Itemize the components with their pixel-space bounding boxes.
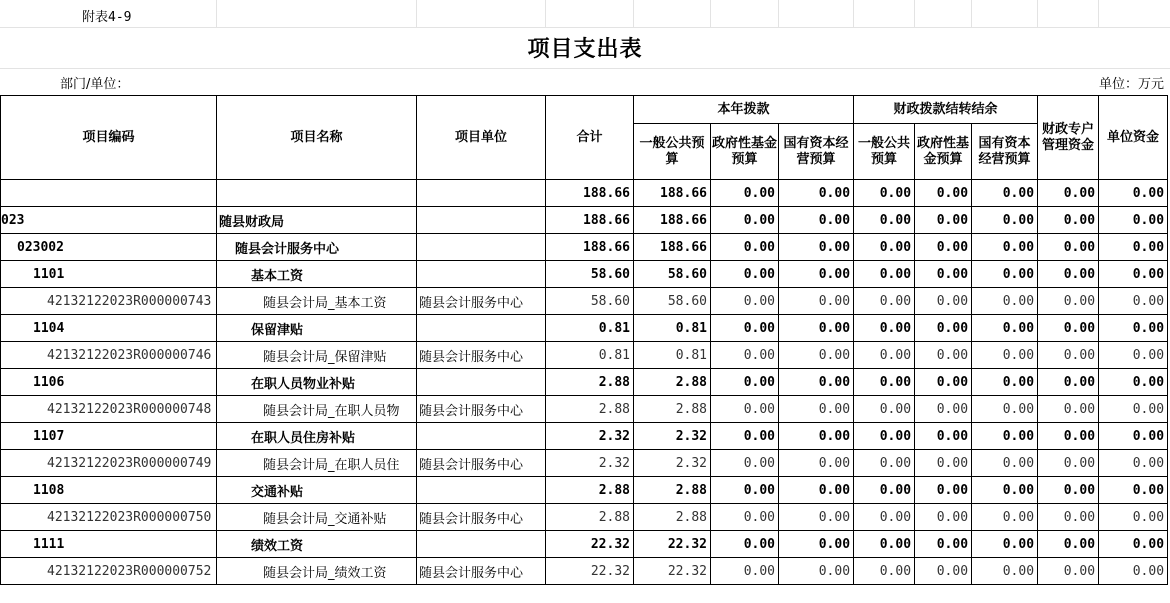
cell-amount[interactable]: 0.00 bbox=[1038, 477, 1099, 504]
cell-amount[interactable]: 0.00 bbox=[711, 504, 779, 531]
page-title: 项目支出表 bbox=[527, 37, 643, 62]
cell-name[interactable]: 随县会计局_保留津贴 bbox=[217, 342, 417, 369]
cell-amount[interactable]: 0.00 bbox=[1099, 180, 1168, 207]
cell-code[interactable]: 1107 bbox=[1, 423, 217, 450]
cell-unit[interactable] bbox=[417, 180, 546, 207]
table-row bbox=[1, 531, 1168, 558]
header-carry-general-budget: 一般公共预算 bbox=[854, 124, 915, 180]
table-row bbox=[1, 180, 1168, 207]
cell-name[interactable] bbox=[217, 180, 417, 207]
table-row bbox=[1, 315, 1168, 342]
cell-code[interactable]: 42132122023R000000748 bbox=[1, 396, 217, 423]
cell-amount[interactable]: 0.00 bbox=[1099, 531, 1168, 558]
cell-unit[interactable] bbox=[417, 261, 546, 288]
cell-amount[interactable]: 0.00 bbox=[711, 477, 779, 504]
cell-code[interactable]: 1106 bbox=[1, 369, 217, 396]
unit-label: 单位：万元 bbox=[1098, 77, 1164, 92]
cell-amount[interactable]: 58.60 bbox=[634, 288, 711, 315]
cell-name[interactable]: 基本工资 bbox=[217, 261, 417, 288]
cell-name[interactable]: 随县财政局 bbox=[217, 207, 417, 234]
cell-amount[interactable]: 188.66 bbox=[546, 180, 634, 207]
cell-amount[interactable]: 0.00 bbox=[1099, 558, 1168, 585]
cell-amount[interactable]: 0.00 bbox=[972, 504, 1038, 531]
cell-amount[interactable]: 0.00 bbox=[1099, 450, 1168, 477]
table-row bbox=[1, 423, 1168, 450]
cell-amount[interactable]: 0.00 bbox=[854, 504, 915, 531]
cell-name[interactable]: 随县会计局_在职人员住 bbox=[217, 450, 417, 477]
cell-amount[interactable]: 0.00 bbox=[1099, 369, 1168, 396]
cell-amount[interactable]: 0.00 bbox=[1038, 504, 1099, 531]
cell-amount[interactable]: 0.00 bbox=[915, 504, 972, 531]
table-row bbox=[1, 504, 1168, 531]
cell-amount[interactable]: 0.00 bbox=[1099, 207, 1168, 234]
cell-amount[interactable]: 58.60 bbox=[634, 261, 711, 288]
header-name: 项目名称 bbox=[217, 96, 417, 180]
cell-amount[interactable]: 0.00 bbox=[972, 234, 1038, 261]
cell-unit[interactable] bbox=[417, 423, 546, 450]
header-group-carryover: 财政拨款结转结余 bbox=[854, 96, 1038, 124]
cell-amount[interactable]: 0.00 bbox=[915, 531, 972, 558]
header-special-account: 财政专户管理资金 bbox=[1038, 96, 1099, 180]
cell-amount[interactable]: 0.00 bbox=[779, 558, 854, 585]
cell-amount[interactable]: 2.32 bbox=[634, 423, 711, 450]
cell-amount[interactable]: 0.00 bbox=[915, 477, 972, 504]
cell-unit[interactable] bbox=[417, 234, 546, 261]
cell-amount[interactable]: 0.00 bbox=[711, 396, 779, 423]
cell-amount[interactable]: 0.00 bbox=[972, 261, 1038, 288]
cell-amount[interactable]: 0.00 bbox=[779, 423, 854, 450]
cell-amount[interactable]: 0.00 bbox=[711, 369, 779, 396]
cell-amount[interactable]: 0.00 bbox=[779, 234, 854, 261]
table-row bbox=[1, 396, 1168, 423]
cell-amount[interactable]: 188.66 bbox=[634, 234, 711, 261]
header-total: 合计 bbox=[546, 96, 634, 180]
cell-amount[interactable]: 188.66 bbox=[634, 180, 711, 207]
cell-amount[interactable]: 0.00 bbox=[779, 207, 854, 234]
cell-amount[interactable]: 0.00 bbox=[1038, 315, 1099, 342]
cell-amount[interactable]: 0.00 bbox=[779, 396, 854, 423]
cell-amount[interactable]: 0.00 bbox=[1038, 180, 1099, 207]
cell-name[interactable]: 绩效工资 bbox=[217, 531, 417, 558]
cell-code[interactable]: 1111 bbox=[1, 531, 217, 558]
cell-amount[interactable]: 0.00 bbox=[972, 558, 1038, 585]
cell-amount[interactable]: 0.00 bbox=[972, 180, 1038, 207]
table-row bbox=[1, 207, 1168, 234]
cell-amount[interactable]: 2.88 bbox=[546, 369, 634, 396]
department-label: 部门/单位： bbox=[60, 77, 130, 92]
cell-amount[interactable]: 0.00 bbox=[854, 234, 915, 261]
cell-unit[interactable]: 随县会计服务中心 bbox=[417, 450, 546, 477]
cell-amount[interactable]: 0.00 bbox=[711, 288, 779, 315]
cell-amount[interactable]: 0.00 bbox=[1038, 288, 1099, 315]
cell-amount[interactable]: 0.00 bbox=[972, 207, 1038, 234]
cell-amount[interactable]: 0.00 bbox=[711, 342, 779, 369]
cell-amount[interactable]: 0.00 bbox=[779, 531, 854, 558]
cell-unit[interactable]: 随县会计服务中心 bbox=[417, 558, 546, 585]
cell-amount[interactable]: 22.32 bbox=[634, 558, 711, 585]
cell-amount[interactable]: 2.88 bbox=[634, 504, 711, 531]
cell-amount[interactable]: 2.88 bbox=[634, 396, 711, 423]
cell-amount[interactable]: 0.00 bbox=[1038, 207, 1099, 234]
cell-unit[interactable] bbox=[417, 315, 546, 342]
table-row bbox=[1, 234, 1168, 261]
table-row bbox=[1, 477, 1168, 504]
cell-amount[interactable]: 0.00 bbox=[1038, 369, 1099, 396]
cell-amount[interactable]: 0.00 bbox=[915, 558, 972, 585]
cell-amount[interactable]: 0.00 bbox=[779, 288, 854, 315]
cell-amount[interactable]: 0.00 bbox=[711, 450, 779, 477]
cell-amount[interactable]: 0.00 bbox=[1038, 423, 1099, 450]
cell-amount[interactable]: 0.00 bbox=[1038, 261, 1099, 288]
cell-code[interactable]: 42132122023R000000750 bbox=[1, 504, 217, 531]
cell-amount[interactable]: 0.00 bbox=[854, 423, 915, 450]
cell-unit[interactable]: 随县会计服务中心 bbox=[417, 504, 546, 531]
cell-code[interactable]: 023002 bbox=[1, 234, 217, 261]
cell-amount[interactable]: 0.00 bbox=[972, 450, 1038, 477]
cell-amount[interactable]: 0.00 bbox=[915, 207, 972, 234]
cell-amount[interactable]: 0.00 bbox=[915, 369, 972, 396]
cell-amount[interactable]: 0.00 bbox=[915, 342, 972, 369]
cell-amount[interactable]: 2.32 bbox=[634, 450, 711, 477]
header-carry-gov-fund-budget: 政府性基金预算 bbox=[915, 124, 972, 180]
cell-amount[interactable]: 0.00 bbox=[711, 423, 779, 450]
header-general-budget: 一般公共预算 bbox=[634, 124, 711, 180]
cell-name[interactable]: 随县会计服务中心 bbox=[217, 234, 417, 261]
cell-name[interactable]: 随县会计局_绩效工资 bbox=[217, 558, 417, 585]
cell-amount[interactable]: 0.00 bbox=[972, 477, 1038, 504]
cell-amount[interactable]: 0.00 bbox=[854, 315, 915, 342]
header-gov-fund-budget: 政府性基金预算 bbox=[711, 124, 779, 180]
cell-amount[interactable]: 0.00 bbox=[972, 315, 1038, 342]
cell-amount[interactable]: 2.32 bbox=[546, 423, 634, 450]
cell-amount[interactable]: 188.66 bbox=[634, 207, 711, 234]
cell-amount[interactable]: 0.00 bbox=[779, 342, 854, 369]
header-group-current-year: 本年拨款 bbox=[634, 96, 854, 124]
cell-unit[interactable]: 随县会计服务中心 bbox=[417, 288, 546, 315]
cell-unit[interactable]: 随县会计服务中心 bbox=[417, 342, 546, 369]
cell-amount[interactable]: 0.00 bbox=[854, 369, 915, 396]
cell-amount[interactable]: 0.00 bbox=[1099, 477, 1168, 504]
cell-amount[interactable]: 0.00 bbox=[711, 315, 779, 342]
cell-amount[interactable]: 22.32 bbox=[634, 531, 711, 558]
cell-unit[interactable] bbox=[417, 531, 546, 558]
cell-amount[interactable]: 0.00 bbox=[915, 288, 972, 315]
table-row bbox=[1, 558, 1168, 585]
table-row bbox=[1, 450, 1168, 477]
cell-amount[interactable]: 0.00 bbox=[915, 315, 972, 342]
cell-amount[interactable]: 0.00 bbox=[779, 504, 854, 531]
cell-amount[interactable]: 0.00 bbox=[711, 234, 779, 261]
cell-amount[interactable]: 0.00 bbox=[1038, 234, 1099, 261]
cell-amount[interactable]: 2.88 bbox=[634, 369, 711, 396]
cell-code[interactable]: 42132122023R000000746 bbox=[1, 342, 217, 369]
cell-amount[interactable]: 0.00 bbox=[854, 288, 915, 315]
cell-amount[interactable]: 0.00 bbox=[854, 531, 915, 558]
cell-amount[interactable]: 0.00 bbox=[1099, 315, 1168, 342]
cell-amount[interactable]: 58.60 bbox=[546, 261, 634, 288]
cell-amount[interactable]: 0.81 bbox=[634, 315, 711, 342]
cell-amount[interactable]: 0.00 bbox=[972, 423, 1038, 450]
cell-amount[interactable]: 0.00 bbox=[1099, 288, 1168, 315]
cell-amount[interactable]: 0.00 bbox=[779, 315, 854, 342]
cell-amount[interactable]: 0.81 bbox=[546, 315, 634, 342]
cell-amount[interactable]: 0.00 bbox=[854, 396, 915, 423]
cell-amount[interactable]: 2.88 bbox=[546, 504, 634, 531]
cell-amount[interactable]: 0.00 bbox=[711, 180, 779, 207]
cell-amount[interactable]: 0.00 bbox=[1099, 396, 1168, 423]
expenditure-table bbox=[0, 95, 1168, 585]
cell-amount[interactable]: 0.00 bbox=[854, 477, 915, 504]
cell-amount[interactable]: 188.66 bbox=[546, 207, 634, 234]
table-row bbox=[1, 288, 1168, 315]
cell-amount[interactable]: 0.81 bbox=[634, 342, 711, 369]
cell-amount[interactable]: 0.00 bbox=[972, 288, 1038, 315]
cell-amount[interactable]: 0.00 bbox=[711, 207, 779, 234]
cell-amount[interactable]: 0.00 bbox=[711, 558, 779, 585]
cell-amount[interactable]: 2.88 bbox=[546, 396, 634, 423]
cell-amount[interactable]: 0.00 bbox=[972, 369, 1038, 396]
cell-amount[interactable]: 0.00 bbox=[779, 450, 854, 477]
cell-amount[interactable]: 2.32 bbox=[546, 450, 634, 477]
header-state-capital-budget: 国有资本经营预算 bbox=[779, 124, 854, 180]
cell-name[interactable]: 保留津贴 bbox=[217, 315, 417, 342]
cell-unit[interactable] bbox=[417, 477, 546, 504]
cell-amount[interactable]: 0.00 bbox=[915, 180, 972, 207]
cell-amount[interactable]: 0.00 bbox=[1099, 423, 1168, 450]
cell-amount[interactable]: 0.00 bbox=[711, 261, 779, 288]
cell-amount[interactable]: 0.00 bbox=[915, 261, 972, 288]
cell-amount[interactable]: 0.00 bbox=[779, 477, 854, 504]
cell-amount[interactable]: 0.00 bbox=[779, 261, 854, 288]
cell-code[interactable]: 1108 bbox=[1, 477, 217, 504]
cell-name[interactable]: 随县会计局_交通补贴 bbox=[217, 504, 417, 531]
cell-amount[interactable]: 0.00 bbox=[854, 180, 915, 207]
cell-name[interactable]: 随县会计局_在职人员物 bbox=[217, 396, 417, 423]
appendix-note: 附表4-9 bbox=[82, 10, 132, 25]
cell-amount[interactable]: 0.00 bbox=[711, 531, 779, 558]
cell-code[interactable]: 023 bbox=[1, 207, 217, 234]
cell-code[interactable]: 1104 bbox=[1, 315, 217, 342]
cell-amount[interactable]: 0.81 bbox=[546, 342, 634, 369]
cell-amount[interactable]: 0.00 bbox=[915, 396, 972, 423]
cell-amount[interactable]: 0.00 bbox=[1038, 558, 1099, 585]
cell-amount[interactable]: 0.00 bbox=[915, 423, 972, 450]
cell-amount[interactable]: 0.00 bbox=[1038, 342, 1099, 369]
cell-code[interactable] bbox=[1, 180, 217, 207]
cell-amount[interactable]: 0.00 bbox=[1038, 531, 1099, 558]
cell-unit[interactable] bbox=[417, 369, 546, 396]
cell-unit[interactable]: 随县会计服务中心 bbox=[417, 396, 546, 423]
cell-amount[interactable]: 0.00 bbox=[854, 207, 915, 234]
cell-code[interactable]: 1101 bbox=[1, 261, 217, 288]
cell-amount[interactable]: 0.00 bbox=[779, 180, 854, 207]
cell-amount[interactable]: 0.00 bbox=[854, 450, 915, 477]
cell-amount[interactable]: 0.00 bbox=[1099, 342, 1168, 369]
table-row bbox=[1, 342, 1168, 369]
cell-code[interactable]: 42132122023R000000752 bbox=[1, 558, 217, 585]
cell-amount[interactable]: 0.00 bbox=[1038, 396, 1099, 423]
cell-amount[interactable]: 0.00 bbox=[915, 450, 972, 477]
cell-amount[interactable]: 0.00 bbox=[972, 531, 1038, 558]
cell-amount[interactable]: 0.00 bbox=[915, 234, 972, 261]
cell-amount[interactable]: 22.32 bbox=[546, 531, 634, 558]
cell-name[interactable]: 在职人员住房补贴 bbox=[217, 423, 417, 450]
cell-amount[interactable]: 2.88 bbox=[546, 477, 634, 504]
cell-amount[interactable]: 22.32 bbox=[546, 558, 634, 585]
header-own-funds: 单位资金 bbox=[1099, 96, 1168, 180]
cell-amount[interactable]: 0.00 bbox=[1099, 234, 1168, 261]
table-row bbox=[1, 261, 1168, 288]
cell-name[interactable]: 随县会计局_基本工资 bbox=[217, 288, 417, 315]
cell-amount[interactable]: 0.00 bbox=[854, 261, 915, 288]
cell-amount[interactable]: 0.00 bbox=[779, 369, 854, 396]
cell-name[interactable]: 交通补贴 bbox=[217, 477, 417, 504]
cell-amount[interactable]: 188.66 bbox=[546, 234, 634, 261]
cell-code[interactable]: 42132122023R000000749 bbox=[1, 450, 217, 477]
cell-amount[interactable]: 0.00 bbox=[1038, 450, 1099, 477]
cell-name[interactable]: 在职人员物业补贴 bbox=[217, 369, 417, 396]
header-unit: 项目单位 bbox=[417, 96, 546, 180]
table-row bbox=[1, 369, 1168, 396]
cell-amount[interactable]: 0.00 bbox=[972, 342, 1038, 369]
cell-amount[interactable]: 58.60 bbox=[546, 288, 634, 315]
cell-amount[interactable]: 2.88 bbox=[634, 477, 711, 504]
cell-unit[interactable] bbox=[417, 207, 546, 234]
header-carry-state-capital-budget: 国有资本经营预算 bbox=[972, 124, 1038, 180]
cell-amount[interactable]: 0.00 bbox=[972, 396, 1038, 423]
cell-amount[interactable]: 0.00 bbox=[1099, 504, 1168, 531]
cell-amount[interactable]: 0.00 bbox=[1099, 261, 1168, 288]
cell-amount[interactable]: 0.00 bbox=[854, 558, 915, 585]
cell-amount[interactable]: 0.00 bbox=[854, 342, 915, 369]
cell-code[interactable]: 42132122023R000000743 bbox=[1, 288, 217, 315]
header-code: 项目编码 bbox=[1, 96, 217, 180]
